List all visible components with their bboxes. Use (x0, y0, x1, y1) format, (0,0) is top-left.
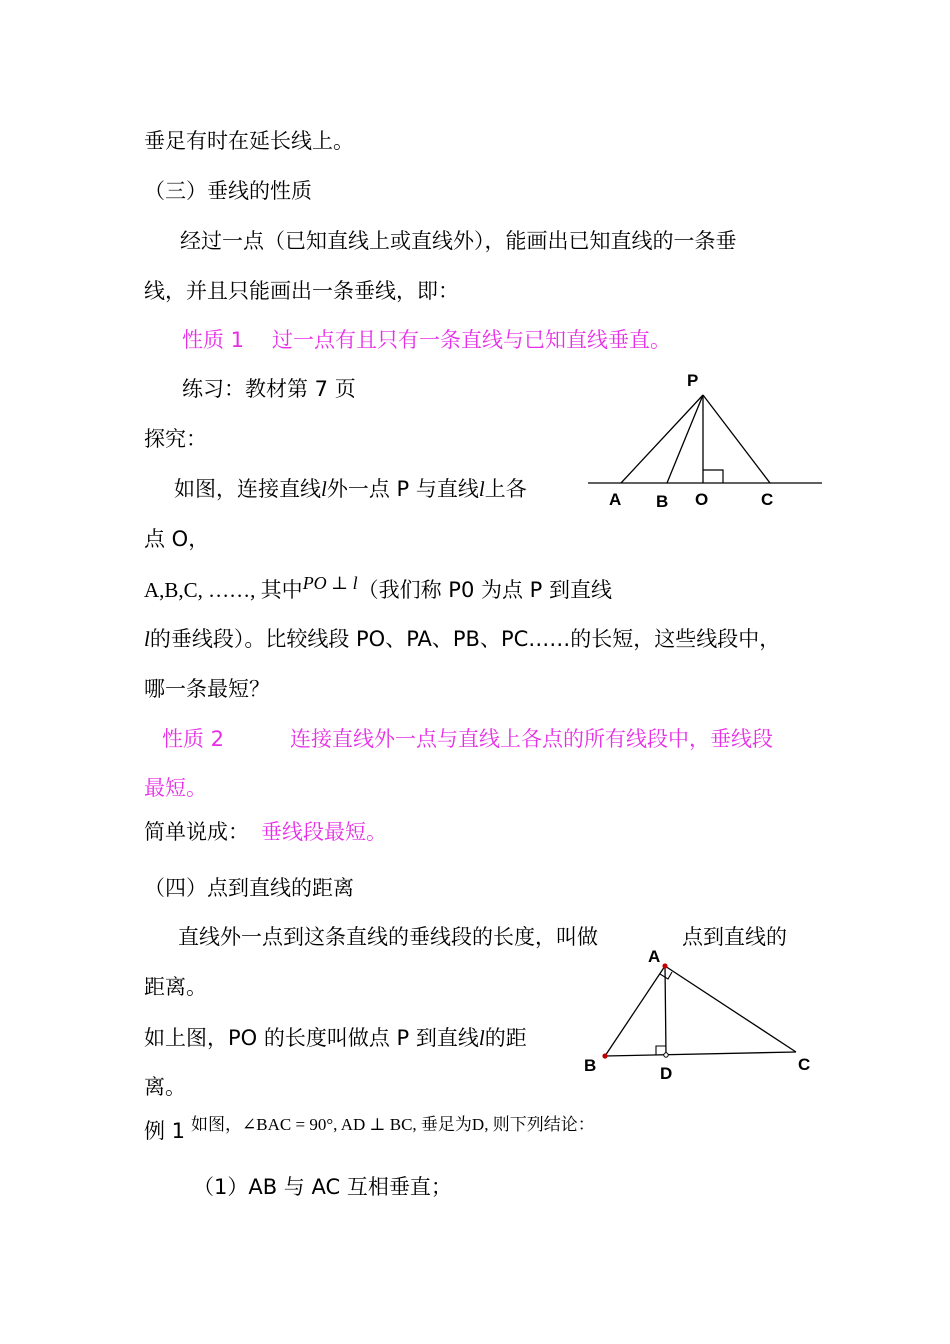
point-d (664, 1053, 668, 1057)
property-2-label: 性质 2 (162, 727, 225, 751)
section-heading-4: （四）点到直线的距离 (144, 876, 354, 900)
text-line: 距离。 (144, 975, 207, 999)
label-a: A (609, 490, 622, 509)
point-a (662, 963, 667, 968)
example-1-label: 例 1 (144, 1119, 186, 1143)
property-1-label: 性质 1 (182, 328, 245, 352)
text-line: 点到直线的 (682, 925, 787, 949)
simple-text: 垂线段最短。 (261, 820, 387, 844)
text-line: 点 O， (144, 527, 210, 551)
segment-ad (665, 966, 666, 1055)
math-l: l (478, 477, 485, 501)
label-b: B (656, 492, 669, 511)
point-b (602, 1053, 607, 1058)
example-item-1: （1）AB 与 AC 互相垂直； (193, 1175, 452, 1199)
text-fragment: 的距 (484, 1026, 527, 1050)
segment-pb (667, 395, 703, 483)
text-line (144, 624, 780, 654)
figure-right-triangle (576, 940, 826, 1090)
text-line: 经过一点（已知直线上或直线外），能画出已知直线的一条垂 (180, 229, 737, 253)
example-1-text: 如图，∠BAC = 90°, AD ⊥ BC, 垂足为D, 则下列结论： (191, 1115, 595, 1134)
math-l: l (478, 1026, 485, 1050)
property-2 (162, 724, 773, 754)
text-fragment: 如上图，PO 的长度叫做点 P 到直线 (144, 1026, 479, 1050)
formula-po-perp-l: PO ⊥ l (302, 573, 358, 593)
text-fragment: A,B,C, ……, 其中 (144, 578, 303, 602)
text-line (144, 1023, 527, 1053)
simple-label: 简单说成： (144, 820, 249, 844)
example-1 (144, 1116, 595, 1148)
text-line (144, 817, 387, 847)
figure-perpendicular (580, 360, 830, 520)
label-a: A (648, 947, 661, 966)
text-line (174, 474, 527, 504)
segment-ac (665, 966, 796, 1052)
text-line: 线，并且只能画出一条垂线，即： (144, 279, 459, 303)
right-angle-mark (703, 470, 723, 483)
label-d: D (660, 1064, 673, 1083)
label-p: P (687, 371, 699, 390)
text-line: 垂足有时在延长线上。 (144, 129, 354, 153)
text-line: 哪一条最短？ (144, 677, 270, 701)
text-line: 离。 (144, 1075, 186, 1099)
section-heading-3: （三）垂线的性质 (144, 179, 312, 203)
property-2-text: 连接直线外一点与直线上各点的所有线段中，垂线段 (290, 727, 774, 751)
text-fragment: （我们称 P0 为点 P 到直线 (357, 578, 613, 602)
segment-pa (621, 395, 703, 483)
right-angle-mark-a (660, 972, 672, 979)
text-fragment: 上各 (484, 477, 527, 501)
segment-ab (605, 966, 665, 1056)
label-b: B (584, 1056, 597, 1075)
math-l: l (321, 477, 327, 501)
segment-bc (605, 1052, 796, 1056)
text-line (144, 575, 612, 606)
property-2-cont: 最短。 (144, 776, 207, 800)
explore-label: 探究： (144, 427, 207, 451)
text-line: 直线外一点到这条直线的垂线段的长度，叫做 (178, 925, 598, 949)
label-o: O (695, 490, 709, 509)
label-c: C (798, 1055, 811, 1074)
property-1 (182, 325, 671, 355)
text-fragment: 如图，连接直线 (174, 477, 321, 501)
text-fragment: 外一点 P 与直线 (326, 477, 479, 501)
math-l: l (144, 627, 150, 651)
property-1-text: 过一点有且只有一条直线与已知直线垂直。 (272, 328, 672, 352)
practice-line: 练习：教材第 7 页 (182, 377, 356, 401)
label-c: C (761, 490, 774, 509)
text-fragment: 的垂线段）。比较线段 PO、PA、PB、PC……的长短，这些线段中， (149, 627, 781, 651)
